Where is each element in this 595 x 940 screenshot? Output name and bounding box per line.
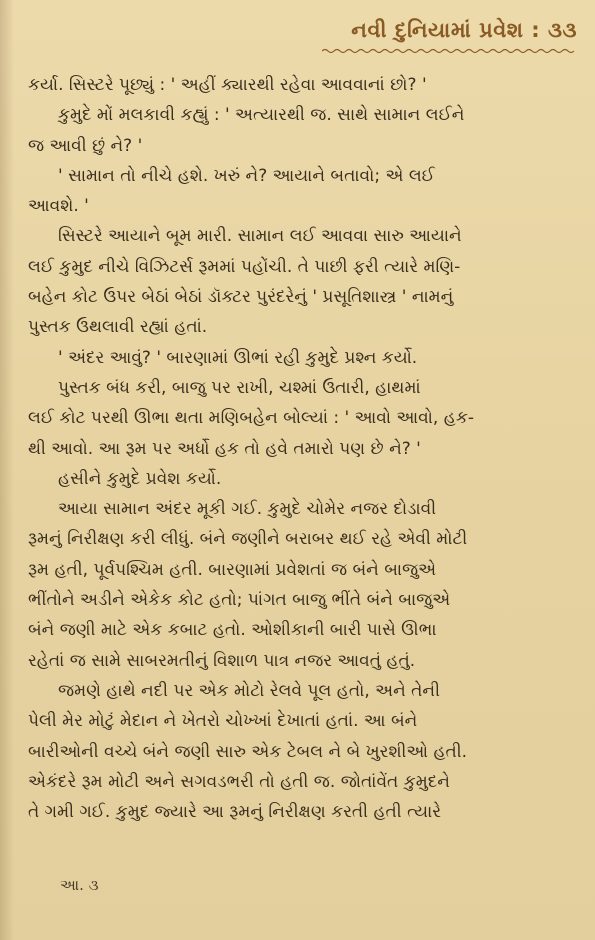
text-line: ભીંતોને અડીને એકેક કોટ હતો; પાંગત બાજુ ભીંતે બંને બાજુએ [28, 590, 451, 611]
text-line: આયા સામાન અંદર મૂકી ગઈ. કુમુદે ચોમેર નજર દોડાવી [58, 499, 437, 520]
text-line: પુસ્તક ઉથલાવી રહ્યાં હતાં. [28, 317, 208, 338]
text-line: લઈ કોટ પરથી ઊભા થતા મણિબહેન બોલ્યાં : ' આવો આવો, હક- [28, 408, 474, 429]
text-line: બારીઓની વચ્ચે બંને જણી સારુ એક ટેબલ ને બે ખુરશીઓ હતી. [28, 741, 468, 762]
wavy-rule [322, 48, 577, 54]
text-line: ' સામાન તો નીચે હશે. ખરું ને? આયાને બતાવો; એ લઈ [58, 165, 435, 186]
text-line: લઈ કુમુદ નીચે વિઝિટર્સ રૂમમાં પહોંચી. તે પાછી ફરી ત્યારે મણિ- [28, 256, 461, 277]
text-line: બહેન કોટ ઉપર બેઠાં બેઠાં ડૉક્ટર પુરંદરેનું ' પ્રસૂતિશાસ્ત્ર ' નામનું [28, 287, 454, 308]
gutter-shadow [0, 0, 14, 940]
signature-mark: આ. ૩ [60, 876, 99, 894]
text-line: આવશે. ' [28, 196, 89, 217]
text-line: પુસ્તક બંધ કરી, બાજુ પર રાખી, ચશ્માં ઉતારી, હાથમાં [58, 377, 421, 398]
text-line: એકંદરે રૂમ મોટી અને સગવડભરી તો હતી જ. જોતાંવેંત કુમુદને [28, 771, 450, 792]
text-line: પેલી મેર મોટું મેદાન ને ખેતરો ચોખ્ખાં દેખાતાં હતાં. આ બંને [28, 711, 418, 732]
text-line: રૂમનું નિરીક્ષણ કરી લીધું. બંને જણીને બરાબર થઈ રહે એવી મોટી [28, 529, 468, 550]
running-head: નવી દુનિયામાં પ્રવેશ : ૩૩ [351, 18, 577, 42]
text-line: ' અંદર આવું? ' બારણામાં ઊભાં રહી કુમુદે પ્રશ્ન કર્યો. [58, 347, 418, 368]
text-line: રહેતાં જ સામે સાબરમતીનું વિશાળ પાત્ર નજર આવતું હતું. [28, 650, 416, 671]
text-line: હસીને કુમુદે પ્રવેશ કર્યો. [58, 468, 222, 489]
text-line: જ આવી છું ને? ' [28, 135, 143, 156]
text-line: તે ગમી ગઈ. કુમુદ જ્યારે આ રૂમનું નિરીક્ષણ કરતી હતી ત્યારે [28, 802, 442, 823]
text-line: સિસ્ટરે આયાને બૂમ મારી. સામાન લઈ આવવા સારુ આયાને [58, 226, 462, 247]
text-line: બંને જણી માટે એક કબાટ હતો. ઓશીકાની બારી પાસે ઊભા [28, 620, 437, 641]
text-line: કર્યા. સિસ્ટરે પૂછ્યું : ' અહીં ક્યારથી રહેવા આવવાનાં છો? ' [28, 75, 427, 95]
text-line: જમણે હાથે નદી પર એક મોટો રેલવે પૂલ હતો, અને તેની [58, 680, 440, 701]
body-text [28, 70, 563, 827]
text-line: થી આવો. આ રૂમ પર અર્ધો હક તો હવે તમારો પણ છે ને? ' [28, 438, 421, 459]
text-line: કુમુદે મોં મલકાવી કહ્યું : ' અત્યારથી જ. સાથે સામાન લઈને [58, 105, 465, 126]
text-line: રૂમ હતી, પૂર્વપશ્ચિમ હતી. બારણામાં પ્રવેશતાં જ બંને બાજુએ [28, 559, 437, 580]
